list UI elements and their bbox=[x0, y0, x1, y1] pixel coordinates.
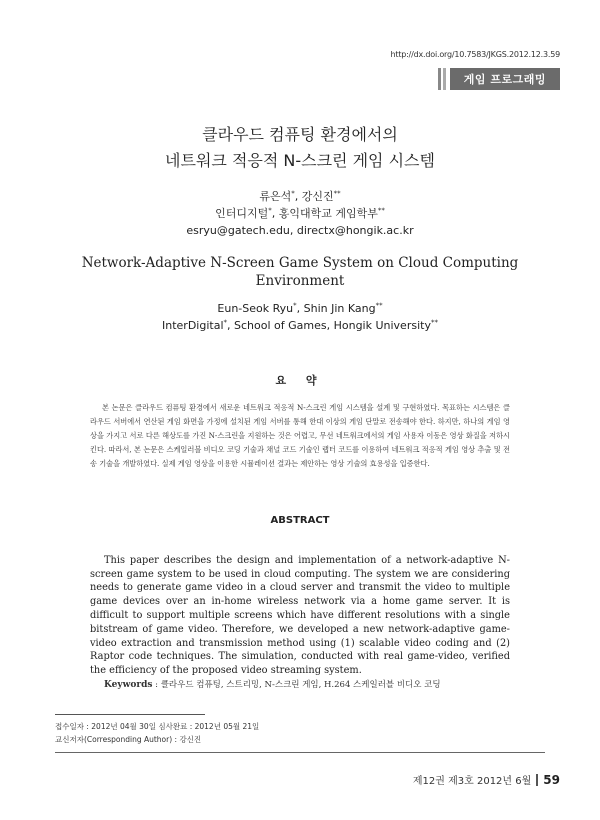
author-emails: esryu@gatech.edu, directx@hongik.ac.kr bbox=[186, 224, 414, 237]
keywords bbox=[104, 678, 514, 690]
author-names-english bbox=[0, 300, 600, 317]
author-mark: * bbox=[293, 301, 297, 310]
author-mark: ** bbox=[375, 301, 383, 310]
affiliation-mark: * bbox=[223, 318, 228, 327]
affiliation-mark: ** bbox=[430, 318, 438, 327]
author-name: Eun-Seok Ryu bbox=[217, 302, 294, 315]
page-footer bbox=[413, 772, 560, 787]
section-tab-bar bbox=[443, 68, 446, 90]
abstract-english: This paper describes the design and implementation of a network-adaptive N-screen game system to be used in cloud computing. The system we are considering needs to generate game video in a cloud server and transmit the video to multiple game devices over an in-home wireless network via a home game server. It is difficult to support multiple screens which have different resolutions with a single bitstream of game video. Therefore, we developed a new network-adaptive game-video extraction and transmission method using (1) scalable video coding and (2) Raptor code techniques. The simulation, conducted with real game-video, verified the efficiency of the proposed video streaming system. bbox=[90, 554, 510, 677]
author-mark: * bbox=[291, 189, 295, 198]
abstract-heading-korean: 요 약 bbox=[275, 374, 325, 387]
affiliation: 인터디지털 bbox=[215, 207, 269, 220]
footnote bbox=[55, 720, 259, 746]
footnote-dates: 접수일자 : 2012년 04월 30일 심사완료 : 2012년 05월 21일 bbox=[55, 722, 260, 731]
author-names-korean bbox=[0, 188, 600, 205]
title-english-line1: Network-Adaptive N-Screen Game System on Cloud Computing bbox=[81, 255, 519, 271]
footer-separator bbox=[536, 774, 538, 786]
title-korean-line2: 네트워크 적응적 N-스크린 게임 시스템 bbox=[165, 151, 435, 170]
affiliation-mark: ** bbox=[377, 206, 385, 215]
keywords-text: 클라우드 컴퓨팅, 스트리밍, N-스크린 게임, H.264 스케일러블 비디오 코딩 bbox=[160, 680, 441, 690]
abstract-korean: 본 논문은 클라우드 컴퓨팅 환경에서 새로운 네트워크 적응적 N-스크린 게임 시스템을 설계 및 구현하였다. 목표하는 시스템은 클라우드 서버에서 연산된 게임 화면을 가정에 설치된 게임 서버를 통해 한대 이상의 게임 단말로 전송해야 한다. 하지만, 하나의 게임 영상을 가지고 서로 다른 해상도를 가진 N-스크린을 지원하는 것은 어렵고, 무선 네트워크에서의 게임 사용자 이동은 영상 화질을 저하시킨다. 따라서, 본 논문은 스케일러블 비디오 코딩 기술과 채널 코드 기술인 랩터 코드를 이용하여 네트워크 적응적 게임 영상 추출 및 전송 기술을 개발하였다. 실제 게임 영상을 이용한 시뮬레이션 결과는 제안하는 영상 기술의 효용성을 입증한다. bbox=[90, 403, 510, 469]
title-english bbox=[0, 254, 600, 290]
affiliation: InterDigital bbox=[162, 319, 224, 332]
author-separator: , bbox=[294, 190, 302, 203]
abstract-heading-english: ABSTRACT bbox=[270, 515, 330, 526]
title-korean bbox=[0, 122, 600, 174]
footnote-divider bbox=[55, 714, 205, 715]
author-name: 류은석 bbox=[259, 190, 292, 203]
section-tab-bar bbox=[438, 68, 441, 90]
author-separator: , bbox=[296, 302, 304, 315]
footnote-corresponding-author: 교신저자(Corresponding Author) : 강신진 bbox=[55, 735, 202, 744]
affiliation: , School of Games, Hongik University bbox=[227, 319, 431, 332]
author-name: Shin Jin Kang bbox=[303, 302, 376, 315]
affiliation-mark: * bbox=[268, 206, 272, 215]
section-tab bbox=[438, 68, 560, 90]
affiliations-english bbox=[0, 317, 600, 334]
section-label: 게임 프로그래밍 bbox=[450, 68, 560, 90]
doi-link[interactable]: http://dx.doi.org/10.7583/JKGS.2012.12.3.59 bbox=[390, 50, 560, 59]
title-korean-line1: 클라우드 컴퓨팅 환경에서의 bbox=[202, 125, 398, 144]
authors-english bbox=[0, 300, 600, 334]
page-number: 59 bbox=[543, 772, 560, 787]
keywords-separator: : bbox=[152, 680, 161, 690]
journal-issue: 제12권 제3호 2012년 6월 bbox=[412, 776, 532, 787]
authors-korean bbox=[0, 188, 600, 239]
author-mark: ** bbox=[333, 189, 341, 198]
affiliation: , 홍익대학교 게임학부 bbox=[271, 207, 378, 220]
keywords-label: Keywords bbox=[104, 680, 153, 690]
author-name: 강신진 bbox=[301, 190, 334, 203]
affiliations-korean bbox=[0, 205, 600, 222]
footer-divider bbox=[55, 752, 545, 753]
title-english-line2: Environment bbox=[255, 273, 345, 289]
